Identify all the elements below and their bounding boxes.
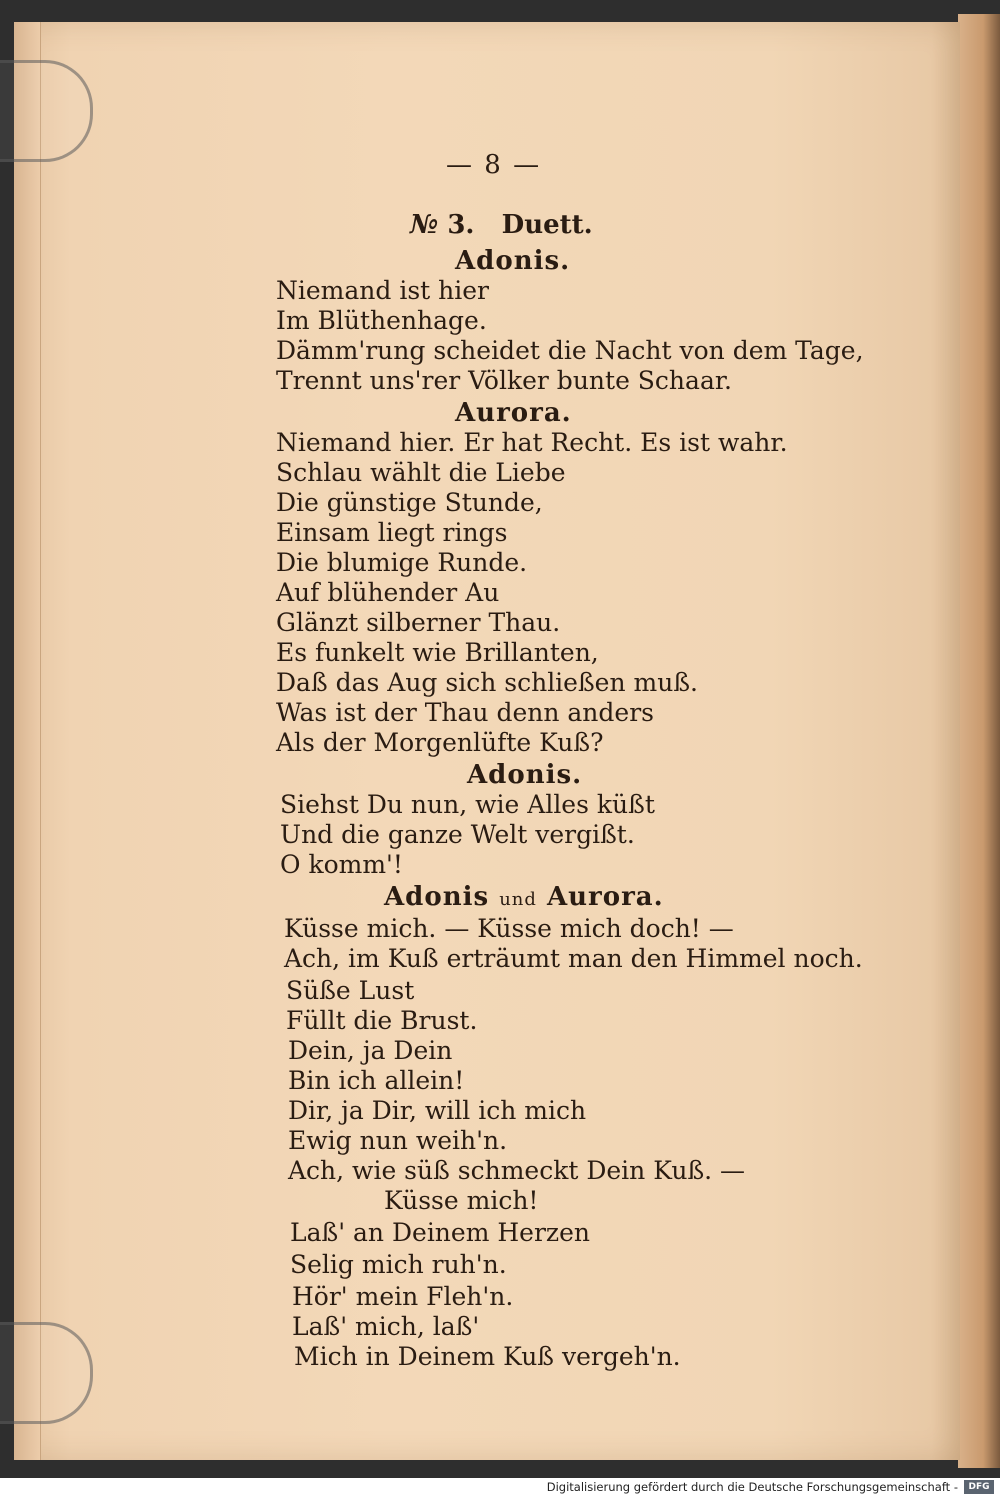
page-number: — 8 —: [446, 150, 542, 180]
speaker-conjunction: und: [499, 889, 537, 910]
number-symbol: №: [410, 210, 439, 240]
footer-credit: Digitalisierung gefördert durch die Deutsche Forschungsgemeinschaft -: [546, 1480, 958, 1494]
verse-line: Laß' mich, laß': [292, 1312, 480, 1341]
verse-line: Daß das Aug sich schließen muß.: [276, 668, 698, 697]
verse-line: Im Blüthenhage.: [276, 306, 487, 335]
verse-line: Laß' an Deinem Herzen: [290, 1218, 590, 1247]
verse-line: Glänzt silberner Thau.: [276, 608, 561, 637]
verse-line: Ach, wie süß schmeckt Dein Kuß. —: [288, 1156, 746, 1185]
verse-line: Die günstige Stunde,: [276, 488, 543, 517]
verse-line: Niemand ist hier: [276, 276, 489, 305]
page-spine-edge: [14, 22, 41, 1460]
verse-line: Schlau wählt die Liebe: [276, 458, 566, 487]
verse-line: Auf blühender Au: [276, 578, 500, 607]
clip-top-icon: [0, 60, 93, 162]
verse-line: Dein, ja Dein: [288, 1036, 453, 1065]
verse-line: Trennt uns'rer Völker bunte Schaar.: [276, 366, 732, 395]
speaker-heading: Adonis.: [455, 246, 571, 276]
verse-line: Küsse mich!: [384, 1186, 539, 1215]
footer-bar: [0, 1478, 1000, 1497]
verse-line: Einsam liegt rings: [276, 518, 508, 547]
clip-bottom-icon: [0, 1322, 93, 1424]
verse-line: Selig mich ruh'n.: [290, 1250, 507, 1279]
verse-line: Als der Morgenlüfte Kuß?: [276, 728, 604, 757]
verse-line: Siehst Du nun, wie Alles küßt: [280, 790, 655, 819]
verse-line: Mich in Deinem Kuß vergeh'n.: [294, 1342, 681, 1371]
verse-line: Niemand hier. Er hat Recht. Es ist wahr.: [276, 428, 788, 457]
verse-line: Ewig nun weih'n.: [288, 1126, 508, 1155]
book-page-edges: [958, 14, 1000, 1468]
verse-line: Ach, im Kuß erträumt man den Himmel noch.: [284, 944, 863, 973]
verse-line: Hör' mein Fleh'n.: [292, 1282, 514, 1311]
verse-line: O komm'!: [280, 850, 403, 879]
verse-line: Bin ich allein!: [288, 1066, 465, 1095]
duo-speaker-heading: [384, 882, 664, 915]
speaker-name-aurora: Aurora.: [546, 882, 664, 912]
verse-line: Küsse mich. — Küsse mich doch! —: [284, 914, 734, 943]
verse-line: Die blumige Runde.: [276, 548, 528, 577]
verse-line: Dämm'rung scheidet die Nacht von dem Tage,: [276, 336, 864, 365]
piece-title: Duett.: [501, 210, 593, 240]
verse-line: Süße Lust: [286, 976, 415, 1005]
piece-number: 3.: [447, 210, 475, 240]
speaker-heading: Aurora.: [455, 398, 572, 428]
speaker-name-adonis: Adonis: [384, 882, 490, 912]
piece-heading: [410, 210, 593, 240]
verse-line: Was ist der Thau denn anders: [276, 698, 654, 727]
verse-line: Es funkelt wie Brillanten,: [276, 638, 599, 667]
dfg-logo: DFG: [964, 1480, 994, 1494]
verse-line: Und die ganze Welt vergißt.: [280, 820, 635, 849]
verse-line: Füllt die Brust.: [286, 1006, 478, 1035]
verse-line: Dir, ja Dir, will ich mich: [288, 1096, 587, 1125]
speaker-heading: Adonis.: [467, 760, 583, 790]
